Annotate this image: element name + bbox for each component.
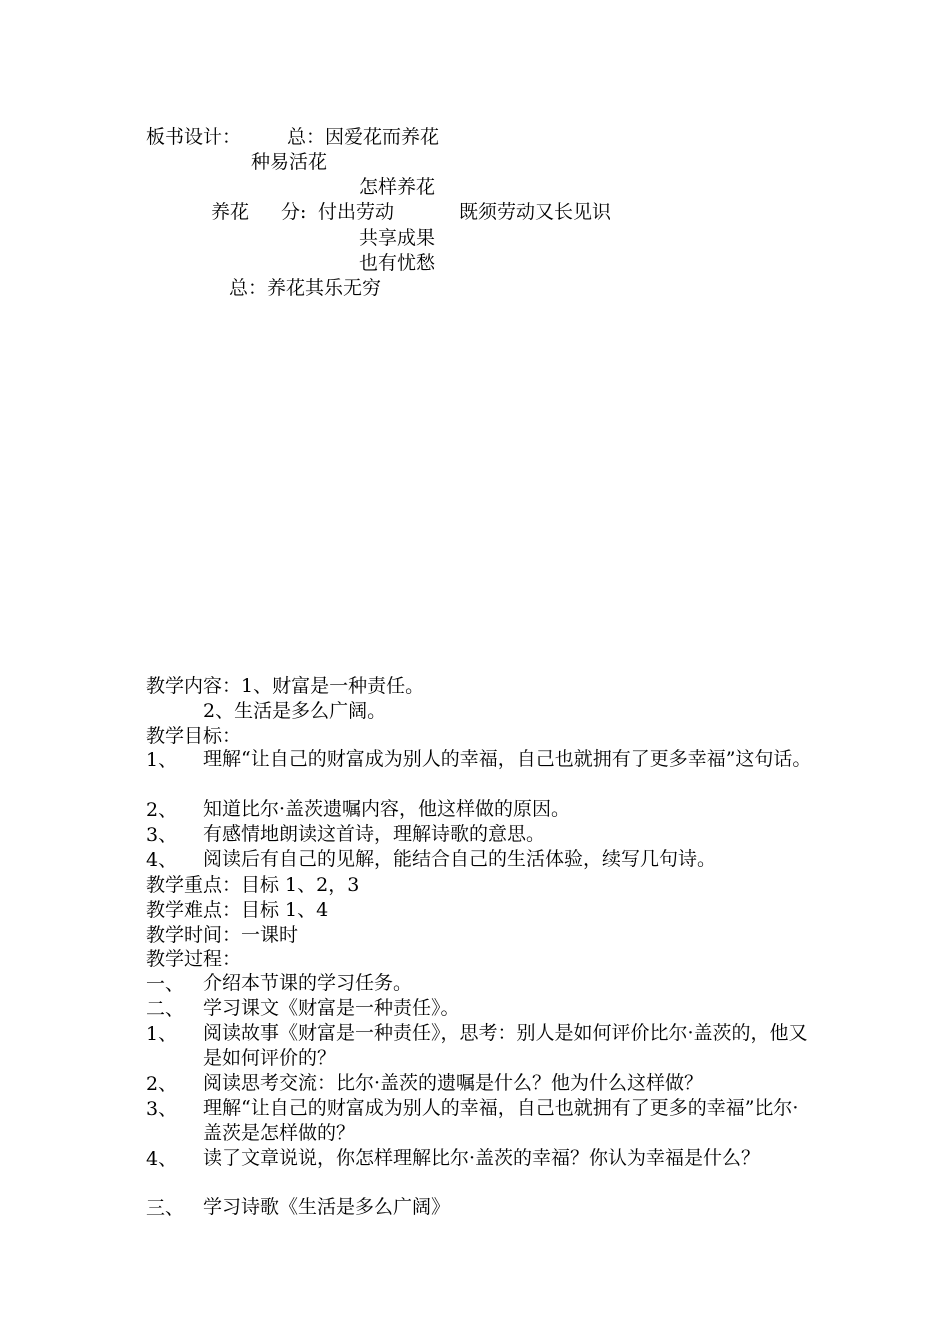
sub-step-text: 读了文章说说，你怎样理解比尔·盖茨的幸福？你认为幸福是什么？ [203,1147,761,1169]
goal-text: 理解“让自己的财富成为别人的幸福，自己也就拥有了更多幸福”这句话。 [203,748,812,770]
board-total-2: 总：养花其乐无穷 [229,277,382,299]
board-right: 既须劳动又长见识 [459,201,612,223]
content-item-2: 2、生活是多么广阔。 [203,700,387,722]
step-num: 一、 [146,973,185,995]
board-line-4: 共享成果 [359,227,436,249]
goal-text: 有感情地朗读这首诗，理解诗歌的意思。 [203,823,546,845]
board-line-5: 也有忧愁 [359,252,436,274]
step-text: 学习课文《财富是一种责任》。 [203,997,460,1019]
content-label: 教学内容：1、财富是一种责任。 [146,675,425,697]
goals-label: 教学目标： [146,725,242,747]
goal-text: 阅读后有自己的见解，能结合自己的生活体验，续写几句诗。 [203,848,717,870]
teaching-time: 教学时间：一课时 [146,924,299,946]
sub-step-text: 阅读故事《财富是一种责任》，思考：别人是如何评价比尔·盖茨的，他又是如何评价的？ [203,1022,808,1069]
goal-num: 3、 [146,824,178,846]
sub-step-text: 理解“让自己的财富成为别人的幸福，自己也就拥有了更多的幸福”比尔·盖茨是怎样做的？ [203,1097,799,1144]
sub-step-num: 1、 [146,1023,178,1045]
board-line-1: 种易活花 [251,151,328,173]
board-line-2: 怎样养花 [359,176,436,198]
goal-num: 4、 [146,849,178,871]
board-label: 板书设计： [146,126,242,148]
process-label: 教学过程： [146,948,242,970]
sub-step-num: 2、 [146,1073,178,1095]
goal-text: 知道比尔·盖茨遗嘱内容，他这样做的原因。 [203,798,571,820]
step-num: 三、 [146,1197,185,1219]
board-total-1: 总：因爱花而养花 [287,126,440,148]
goal-num: 1、 [146,749,178,771]
sub-step-text: 阅读思考交流：比尔·盖茨的遗嘱是什么？他为什么这样做？ [203,1072,704,1094]
step-text: 学习诗歌《生活是多么广阔》 [203,1196,451,1218]
board-mid: 付出劳动 [318,201,395,223]
board-left: 养花 [211,201,250,223]
step-text: 介绍本节课的学习任务。 [203,972,413,994]
goal-num: 2、 [146,799,178,821]
step-num: 二、 [146,998,185,1020]
key-points: 教学重点：目标 1、2，3 [146,874,360,896]
difficult-points: 教学难点：目标 1、4 [146,899,329,921]
sub-step-num: 4、 [146,1148,178,1170]
sub-step-num: 3、 [146,1098,178,1120]
board-fen: 分: [281,201,307,223]
